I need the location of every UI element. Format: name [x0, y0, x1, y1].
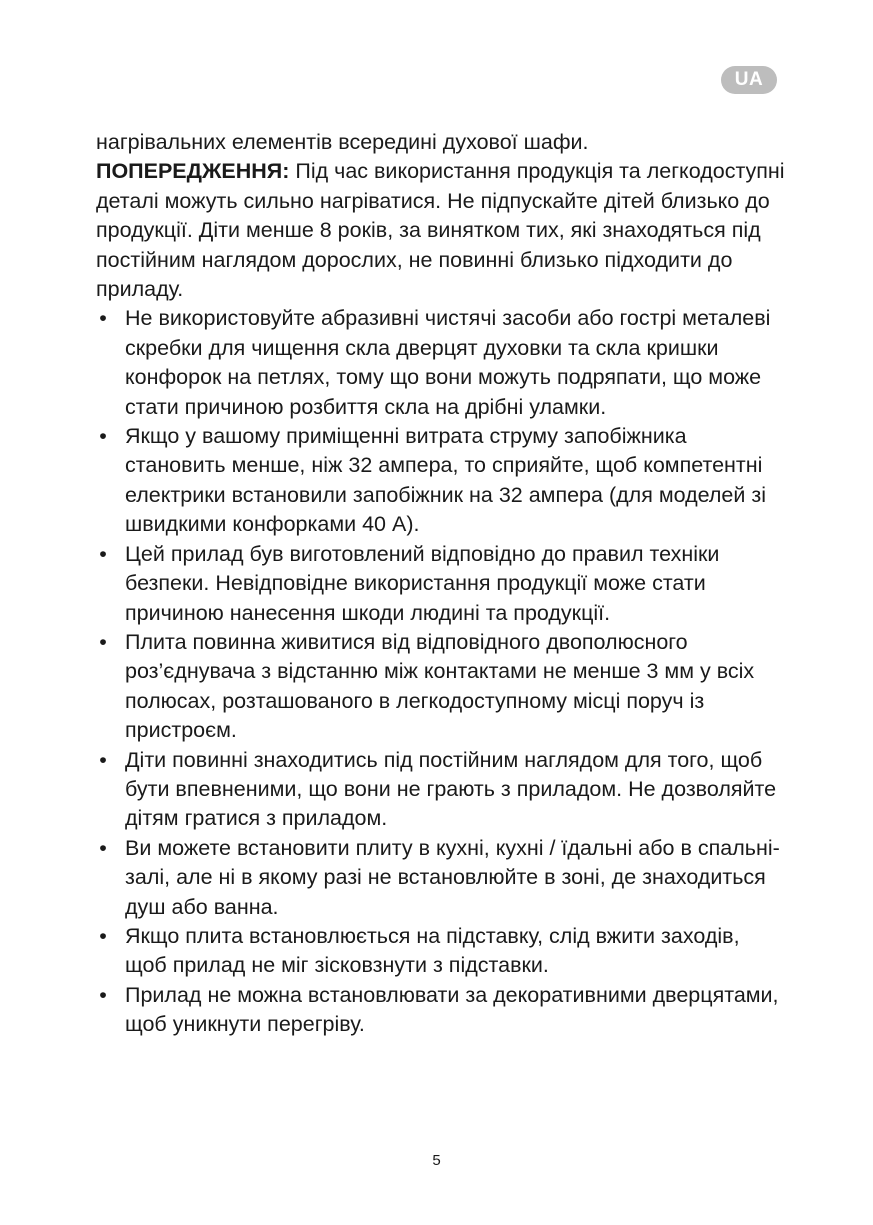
bullet-text: Ви можете встановити плиту в кухні, кухні / їдальні або в спальні-залі, але ні в якому разі не встановлюйте в зоні, де знаходиться душ або ванна.	[125, 835, 780, 919]
bullet-dot: •	[99, 747, 107, 772]
bullet-dot: •	[99, 629, 107, 654]
bullet-item	[96, 922, 786, 981]
safety-bullet-list	[96, 304, 786, 1039]
language-badge: UA	[721, 66, 777, 94]
bullet-item	[96, 981, 786, 1040]
bullet-dot: •	[99, 923, 107, 948]
bullet-text: Плита повинна живитися від відповідного двополюсного роз’єднувача з відстанню між контактами не менше 3 мм у всіх полюсах, розташованого в легкодоступному місці поруч із пристроєм.	[125, 629, 755, 743]
warning-label: ПОПЕРЕДЖЕННЯ:	[96, 159, 290, 184]
bullet-item	[96, 540, 786, 628]
bullet-dot: •	[99, 982, 107, 1007]
bullet-item	[96, 422, 786, 540]
bullet-item	[96, 834, 786, 922]
bullet-text: Якщо плита встановлюється на підставку, слід вжити заходів, щоб прилад не міг зісковзнути з підставки.	[125, 923, 740, 978]
bullet-dot: •	[99, 541, 107, 566]
document-body	[96, 128, 786, 1040]
bullet-dot: •	[99, 424, 107, 449]
bullet-text: Якщо у вашому приміщенні витрата струму запобіжника становить менше, ніж 32 ампера, то сприяйте, щоб компетентні електрики встановили запобіжник на 32 ампера (для моделей зі швидкими конфорками 40 А).	[125, 424, 766, 537]
bullet-item	[96, 304, 786, 422]
page-number: 5	[432, 1152, 441, 1169]
bullet-text: Цей прилад був виготовлений відповідно до правил техніки безпеки. Невідповідне використання продукції може стати причиною нанесення шкоди людині та продукції.	[125, 541, 720, 625]
bullet-item	[96, 746, 786, 834]
bullet-text: Діти повинні знаходитись під постійним наглядом для того, щоб бути впевненими, що вони не грають з приладом. Не дозволяйте дітям гратися з приладом.	[125, 747, 777, 831]
bullet-text: Прилад не можна встановлювати за декоративними дверцятами, щоб уникнути перегріву.	[125, 982, 779, 1037]
warning-paragraph	[96, 157, 786, 304]
bullet-item	[96, 628, 786, 746]
bullet-dot: •	[99, 306, 107, 331]
bullet-text: Не використовуйте абразивні чистячі засоби або гострі металеві скребки для чищення скла дверцят духовки та скла кришки конфорок на петлях, тому що вони можуть подряпати, що може стати причиною розбиття скла на дрібні уламки.	[125, 306, 771, 419]
intro-continuation: нагрівальних елементів всередині духової шафи.	[96, 130, 589, 154]
warning-text: Під час використання продукція та легкодоступні деталі можуть сильно нагріватися. Не підпускайте дітей близько до продукції. Діти менше 8 років, за винятком тих, які знаходяться під постійним наглядом дорослих, не повинні близько підходити до приладу.	[96, 159, 785, 302]
bullet-dot: •	[99, 835, 107, 860]
